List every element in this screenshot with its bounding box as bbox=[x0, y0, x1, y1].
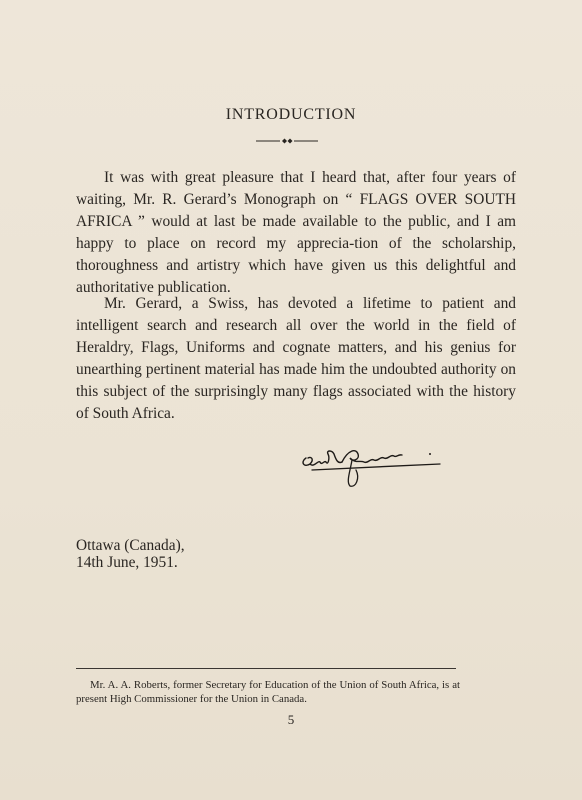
intro-paragraph-2: Mr. Gerard, a Swiss, has devoted a lifetime to patient and intelligent search and research all over the world in the field of Heraldry, Flags, Uniforms and cognate matters, and his genius for unearthing pertinent material has made him the undoubted authority on this subject of the surprisingly many flags associated with the history of South Africa. bbox=[76, 295, 516, 422]
intro-paragraph-1: It was with great pleasure that I heard that, after four years of waiting, Mr. R. Gerard’s Monograph on “ FLAGS OVER SOUTH AFRICA ” would at last be made available to the public, and I am happy to place on record my apprecia-tion of the scholarship, thoroughness and artistry which have given us this delightful and authoritative publication. bbox=[76, 169, 516, 296]
date-line: 14th June, 1951. bbox=[76, 554, 178, 571]
footnote-rule bbox=[76, 668, 456, 669]
page-title: INTRODUCTION bbox=[225, 106, 357, 123]
place-line: Ottawa (Canada), bbox=[76, 537, 185, 554]
signature-image bbox=[298, 440, 448, 490]
page-number: 5 bbox=[287, 712, 295, 727]
ornament-divider bbox=[256, 136, 318, 146]
footnote: Mr. A. A. Roberts, former Secretary for Education of the Union of South Africa, is at present High Commissioner for the Union in Canada. bbox=[76, 679, 460, 705]
